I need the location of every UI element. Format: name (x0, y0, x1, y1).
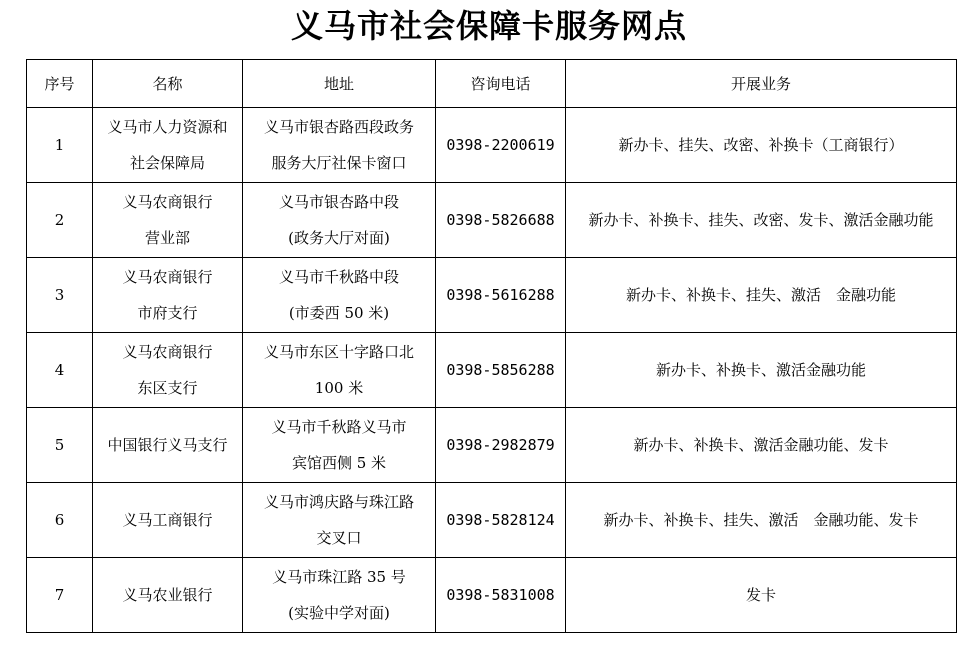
service-points-table (26, 59, 957, 633)
row-services-line: 新办卡、补换卡、挂失、改密、发卡、激活金融功能 (588, 211, 934, 229)
table-row (27, 483, 957, 558)
row-address-line: (实验中学对面) (288, 604, 390, 622)
row-index: 7 (27, 558, 93, 633)
header-phone: 咨询电话 (436, 60, 566, 108)
row-services-line: 新办卡、补换卡、激活金融功能、发卡 (633, 436, 889, 454)
row-address (243, 183, 436, 258)
row-name-line: 义马农商银行 (122, 343, 213, 361)
table-header-row (27, 60, 957, 108)
row-address-line: 义马市千秋路义马市 (271, 418, 407, 436)
table-row (27, 408, 957, 483)
row-address-line: (政务大厅对面) (288, 229, 390, 247)
table-row (27, 333, 957, 408)
table-row (27, 108, 957, 183)
row-name-line: 义马农商银行 (122, 268, 213, 286)
row-services-line: 发卡 (745, 586, 776, 604)
header-services: 开展业务 (566, 60, 957, 108)
row-name-line: 义马市人力资源和 (107, 118, 228, 136)
row-address (243, 333, 436, 408)
row-services-line: 新办卡、补换卡、挂失、激活 金融功能 (625, 286, 896, 304)
row-services (566, 558, 957, 633)
header-address: 地址 (243, 60, 436, 108)
row-phone: 0398-5828124 (436, 483, 566, 558)
row-name (93, 408, 243, 483)
row-address-line: 义马市银杏路中段 (278, 193, 399, 211)
row-name (93, 558, 243, 633)
row-address (243, 558, 436, 633)
row-address (243, 108, 436, 183)
row-address-line: 交叉口 (316, 529, 362, 547)
row-name (93, 333, 243, 408)
row-phone: 0398-5826688 (436, 183, 566, 258)
row-address (243, 408, 436, 483)
row-address-line: (市委西 50 米) (288, 304, 390, 322)
row-address-line: 义马市鸿庆路与珠江路 (263, 493, 414, 511)
row-name-line: 市府支行 (137, 304, 198, 322)
row-phone: 0398-5616288 (436, 258, 566, 333)
row-address-line: 义马市珠江路 35 号 (272, 568, 406, 586)
row-services (566, 108, 957, 183)
row-name (93, 108, 243, 183)
row-name-line: 营业部 (144, 229, 190, 247)
row-address (243, 483, 436, 558)
row-name (93, 483, 243, 558)
row-phone: 0398-2200619 (436, 108, 566, 183)
row-services-line: 新办卡、挂失、改密、补换卡（工商银行） (618, 136, 904, 154)
row-index: 5 (27, 408, 93, 483)
row-name-line: 义马农业银行 (122, 586, 213, 604)
row-name-line: 中国银行义马支行 (107, 436, 228, 454)
table-row (27, 183, 957, 258)
row-services-line: 新办卡、补换卡、激活金融功能 (655, 361, 866, 379)
row-services (566, 183, 957, 258)
row-index: 3 (27, 258, 93, 333)
header-index: 序号 (27, 60, 93, 108)
row-address (243, 258, 436, 333)
row-name-line: 社会保障局 (129, 154, 205, 172)
row-index: 6 (27, 483, 93, 558)
row-name-line: 义马农商银行 (122, 193, 213, 211)
row-phone: 0398-5831008 (436, 558, 566, 633)
row-phone: 0398-5856288 (436, 333, 566, 408)
row-services-line: 新办卡、补换卡、挂失、激活 金融功能、发卡 (603, 511, 919, 529)
table-row (27, 258, 957, 333)
row-address-line: 义马市东区十字路口北 (263, 343, 414, 361)
row-index: 1 (27, 108, 93, 183)
row-services (566, 483, 957, 558)
row-services (566, 258, 957, 333)
row-index: 2 (27, 183, 93, 258)
row-address-line: 宾馆西侧 5 米 (291, 454, 387, 472)
row-address-line: 服务大厅社保卡窗口 (271, 154, 407, 172)
header-name: 名称 (93, 60, 243, 108)
row-address-line: 100 米 (314, 379, 364, 397)
table-row (27, 558, 957, 633)
row-name-line: 东区支行 (137, 379, 198, 397)
row-services (566, 408, 957, 483)
row-name (93, 258, 243, 333)
row-address-line: 义马市银杏路西段政务 (263, 118, 414, 136)
row-index: 4 (27, 333, 93, 408)
page-title: 义马市社会保障卡服务网点 (290, 7, 687, 45)
row-phone: 0398-2982879 (436, 408, 566, 483)
row-name (93, 183, 243, 258)
row-address-line: 义马市千秋路中段 (278, 268, 399, 286)
row-name-line: 义马工商银行 (122, 511, 213, 529)
row-services (566, 333, 957, 408)
